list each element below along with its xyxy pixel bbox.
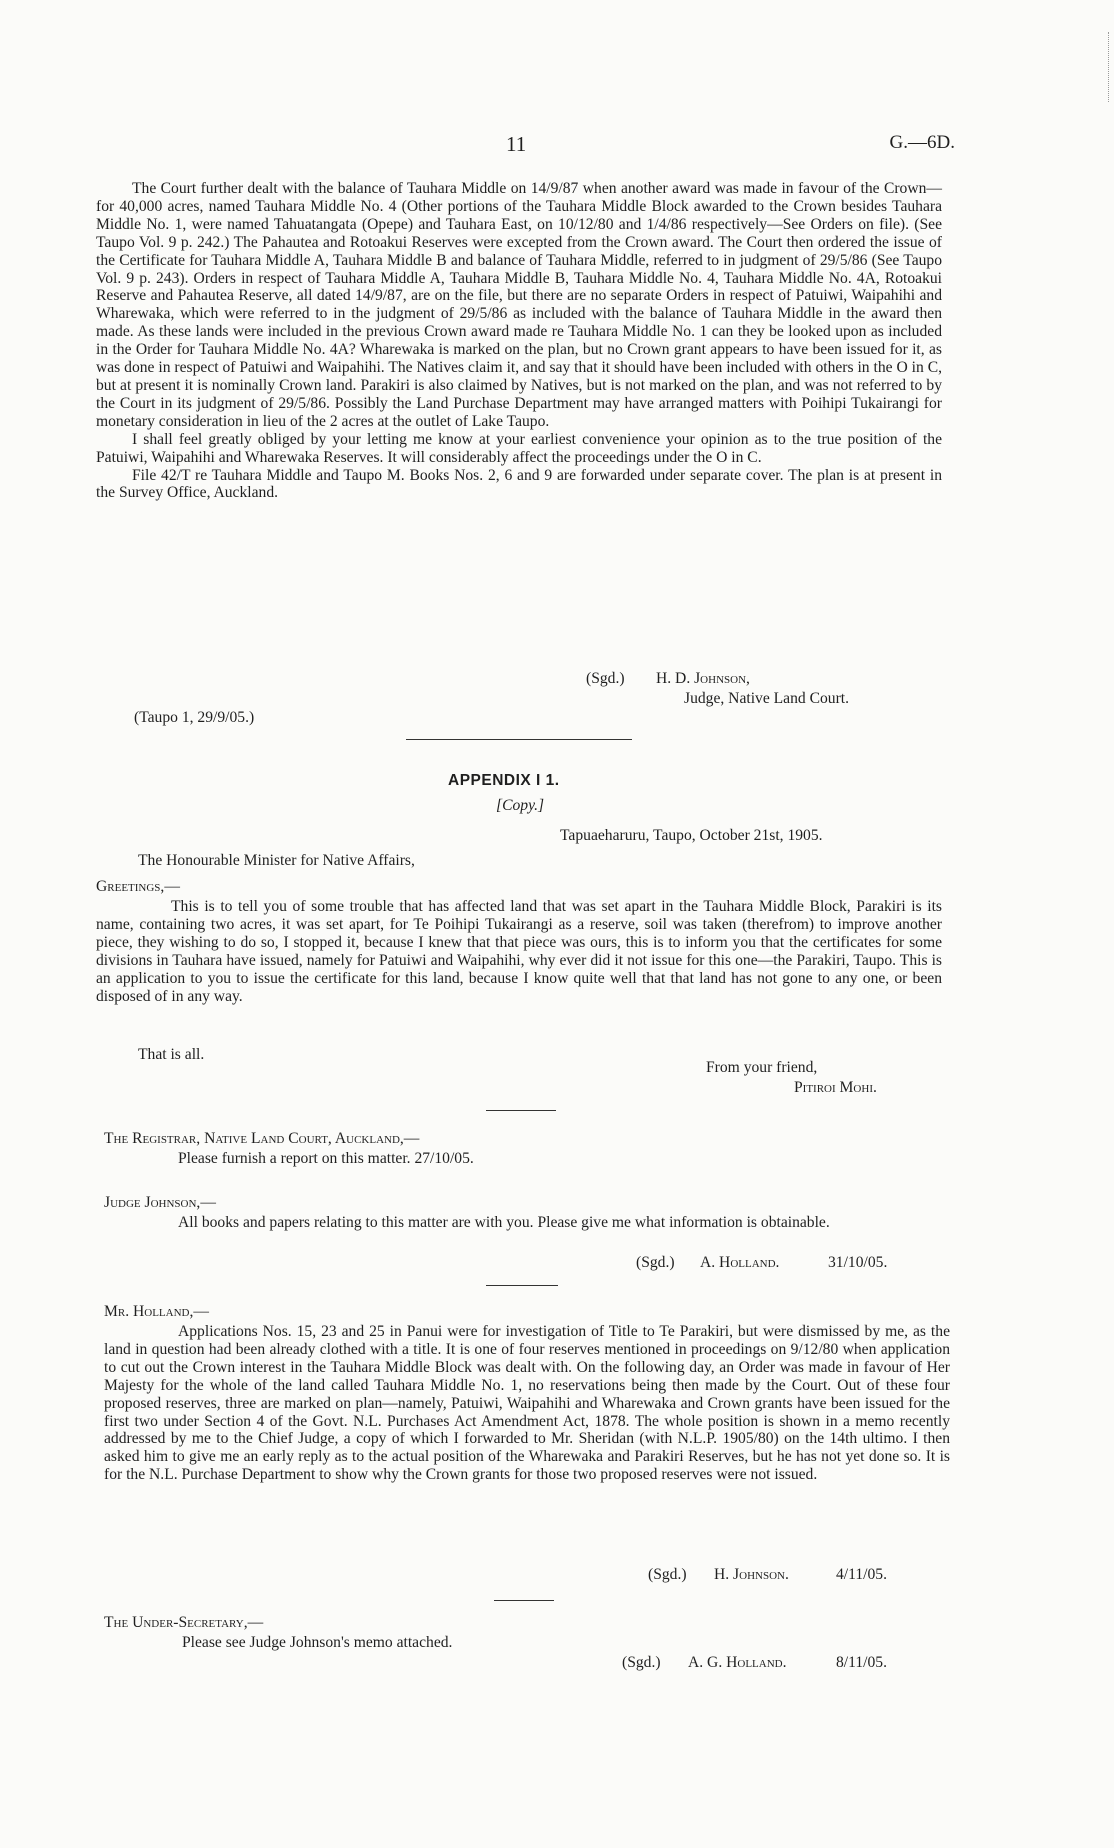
court-letter-signer-title: Judge, Native Land Court. — [684, 690, 849, 707]
court-letter-reference: (Taupo 1, 29/9/05.) — [134, 709, 255, 726]
letter-closing: That is all. — [138, 1046, 205, 1063]
minute-1-addressee: The Registrar, Native Land Court, Auckland,— — [104, 1130, 420, 1147]
minute-2-signer: A. Holland. — [700, 1254, 780, 1271]
letter-body: This is to tell you of some trouble that has affected land that was set apart in the Tauhara Middle Block, Parakiri is its name, containing two acres, it was set apart, for Te Poihipi Tukairangi as a reserve, soil was taken (therefrom) to improve another piece, they wishing to do so, I stopped it, because I knew that that piece was ours, this is to inform you that the certificates for some divisions in Tauhara have issued, namely for Patuiwi and Waipahihi, why ever did it not issue for this one—the Parakiri, Taupo. This is an application to you to issue the certificate for this land, because I know quite well that that land has not gone to any one, or been disposed of in any way. — [96, 898, 942, 1005]
letter-body-block — [96, 898, 942, 1005]
court-letter-paragraph-2: I shall feel greatly obliged by your letting me know at your earliest convenience your opinion as to the true position of the Patuiwi, Waipahihi and Wharewaka Reserves. It will considerably affect the proceedings under the O in C. — [96, 430, 942, 466]
series-reference: G.—6D. — [889, 132, 955, 153]
appendix-heading: APPENDIX I 1. — [448, 772, 560, 789]
minute-3-date: 4/11/05. — [836, 1566, 887, 1583]
minute-3-sgd: (Sgd.) — [648, 1566, 687, 1583]
divider — [494, 1600, 554, 1601]
minute-4-date: 8/11/05. — [836, 1654, 887, 1671]
minute-3-addressee: Mr. Holland,— — [104, 1303, 209, 1320]
letter-from: From your friend, — [706, 1059, 818, 1076]
divider — [486, 1110, 556, 1111]
scan-edge-mark — [1108, 32, 1111, 102]
minute-2-addressee: Judge Johnson,— — [104, 1194, 216, 1211]
page-number: 11 — [506, 132, 527, 156]
minute-4-text: Please see Judge Johnson's memo attached. — [182, 1634, 453, 1651]
minute-4-signer: A. G. Holland. — [688, 1654, 787, 1671]
minute-4-sgd: (Sgd.) — [622, 1654, 661, 1671]
minute-2-text: All books and papers relating to this matter are with you. Please give me what information is obtainable. — [178, 1214, 830, 1231]
minute-1-text: Please furnish a report on this matter. 27/10/05. — [178, 1150, 474, 1167]
letter-addressee: The Honourable Minister for Native Affairs, — [138, 852, 415, 869]
divider — [486, 1285, 558, 1286]
letter-signer: Pitiroi Mohi. — [794, 1079, 877, 1096]
minute-4-addressee: The Under-Secretary,— — [104, 1614, 264, 1631]
letter-place-date: Tapuaeharuru, Taupo, October 21st, 1905. — [560, 827, 823, 844]
minute-3-text: Applications Nos. 15, 23 and 25 in Panui were for investigation of Title to Te Parakiri, but were dismissed by me, as the land in question had been already clothed with a title. It is one of four reserves mentioned in proceedings on 9/12/80 when application to cut out the Crown interest in the Tauhara Middle Block was dealt with. On the following day, an Order was made in favour of Her Majesty for the whole of the land called Tauhara Middle No. 1, no reservations being then made by the Court. Out of these four proposed reserves, three are marked on plan—namely, Patuiwi, Waipahihi and Wharewaka and Crown grants have been issued for the first two under Section 4 of the Govt. N.L. Purchases Act Amendment Act, 1878. The whole position is shown in a memo recently addressed by me to the Chief Judge, a copy of which I forwarded to Mr. Sheridan (with N.L.P. 1905/80) on the 14th ultimo. I then asked him to give me an early reply as to the actual position of the Wharewaka and Parakiri Reserves, but he has not yet done so. It is for the N.L. Purchase Department to show why the Crown grants for those two proposed reserves were not issued. — [104, 1323, 950, 1484]
court-letter-signer: H. D. Johnson, — [656, 670, 750, 687]
divider — [406, 739, 632, 740]
minute-3-signer: H. Johnson. — [714, 1566, 789, 1583]
minute-2-date: 31/10/05. — [828, 1254, 888, 1271]
court-letter — [96, 180, 942, 502]
court-letter-paragraph-3: File 42/T re Tauhara Middle and Taupo M. Books Nos. 2, 6 and 9 are forwarded under separate cover. The plan is at present in the Survey Office, Auckland. — [96, 466, 942, 502]
page-header — [0, 132, 1114, 162]
court-letter-paragraph-1: The Court further dealt with the balance of Tauhara Middle on 14/9/87 when another award was made in favour of the Crown—for 40,000 acres, named Tauhara Middle No. 4 (Other portions of the Tauhara Middle Block awarded to the Crown besides Tauhara Middle No. 1, were named Tahuatangata (Opepe) and Tauhara East, on 10/12/80 and 1/4/86 respectively—See Orders on file). (See Taupo Vol. 9 p. 242.) The Pahautea and Rotoakui Reserves were excepted from the Crown award. The Court then ordered the issue of the Certificate for Tauhara Middle A, Tauhara Middle B and balance of Tauhara Middle, referred to in judgment of 29/5/86 (See Taupo Vol. 9 p. 243). Orders in respect of Tauhara Middle A, Tauhara Middle B, Tauhara Middle No. 4, Tauhara Middle No. 4A, Rotoakui Reserve and Pahautea Reserve, all dated 14/9/87, are on the file, but there are no separate Orders in respect of Patuiwi, Waipahihi and Wharewaka, which were referred to in the judgment of 29/5/86 as included with the balance of Tauhara Middle in the award then made. As these lands were included in the previous Crown award made re Tauhara Middle No. 1 can they be looked upon as included in the Order for Tauhara Middle No. 4A? Wharewaka is marked on the plan, but no Crown grant appears to have been issued for it, as was done in respect of Patuiwi and Waipahihi. The Natives claim it, and say that it should have been included with others in the O in C, but at present it is nominally Crown land. Parakiri is also claimed by Natives, but is not marked on the plan, and was not referred to by the Court in its judgment of 29/5/86. Possibly the Land Purchase Department may have arranged matters with Poihipi Tukairangi for monetary consideration in lieu of the 2 acres at the outlet of Lake Taupo. — [96, 180, 942, 430]
letter-greeting: Greetings,— — [96, 878, 180, 895]
copy-note: [Copy.] — [496, 797, 545, 814]
minute-3-block — [104, 1323, 950, 1484]
minute-2-block — [104, 1214, 950, 1232]
court-letter-sgd: (Sgd.) — [586, 670, 625, 687]
minute-2-sgd: (Sgd.) — [636, 1254, 675, 1271]
